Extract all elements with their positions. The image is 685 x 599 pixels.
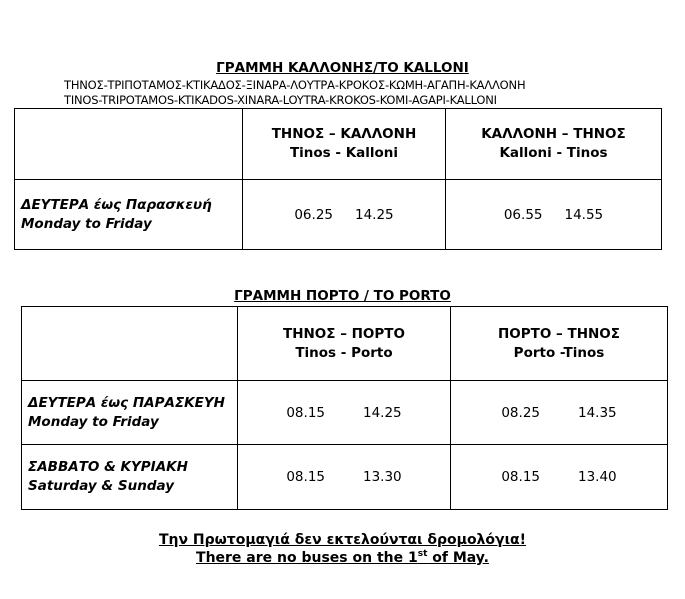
kalloni-header-empty bbox=[15, 109, 243, 180]
kalloni-back-times bbox=[446, 180, 662, 250]
kalloni-col1-english: Tinos - Kalloni bbox=[289, 145, 399, 161]
departure-time: 06.25 bbox=[294, 206, 333, 223]
departure-time: 08.25 bbox=[501, 404, 540, 421]
porto-back-times bbox=[451, 381, 668, 445]
departure-time: 06.55 bbox=[503, 206, 543, 223]
departure-time: 13.40 bbox=[578, 469, 617, 485]
porto-out-times bbox=[238, 381, 451, 445]
departure-time: 08.15 bbox=[501, 469, 540, 485]
porto-col2-greek: ΠΟΡΤΟ – ΤΗΝΟΣ bbox=[497, 325, 620, 342]
kalloni-col2-english: Kalloni - Tinos bbox=[499, 145, 608, 161]
porto-col1-greek: ΤΗΝΟΣ – ΠΟΡΤΟ bbox=[282, 325, 405, 342]
kalloni-out-times bbox=[243, 180, 446, 250]
porto-back-times bbox=[451, 445, 668, 510]
kalloni-header-row bbox=[15, 109, 662, 180]
table-row bbox=[22, 445, 668, 510]
table-row bbox=[22, 381, 668, 445]
kalloni-stops-greek: ΤΗΝΟΣ-ΤΡΙΠΟΤΑΜΟΣ-ΚΤΙΚΑΔΟΣ-ΞΙΝΑΡΑ-ΛΟΥΤΡΑ-ΚΡΟΚΟΣ-ΚΩΜΗ-ΑΓΑΠΗ-ΚΑΛΛΟΝΗ bbox=[64, 78, 526, 92]
table-row bbox=[15, 180, 662, 250]
notice-english-text: There are no buses on the 1 bbox=[196, 550, 418, 566]
departure-time: 08.15 bbox=[286, 469, 325, 485]
day-english: Saturday & Sunday bbox=[28, 478, 174, 494]
notice-greek: Την Πρωτομαγιά δεν εκτελούνται δρομολόγια! bbox=[158, 532, 527, 548]
departure-time: 14.25 bbox=[363, 404, 402, 421]
day-greek: ΔΕΥΤΕΡΑ έως Παρασκευή bbox=[21, 196, 212, 213]
day-greek: ΣΑΒΒΑΤΟ & ΚΥΡΙΑΚΗ bbox=[28, 459, 188, 475]
kalloni-stops-english: TINOS-TRIPOTAMOS-KTIKADOS-XINARA-LOYTRA-KROKOS-KOMI-AGAPI-KALLONI bbox=[64, 93, 497, 107]
porto-day-cell bbox=[22, 445, 238, 510]
kalloni-title: ΓΡΑΜΜΗ ΚΑΛΛΟΝΗΣ/ΤΟ KALLONI bbox=[216, 60, 469, 76]
kalloni-timetable bbox=[14, 108, 662, 250]
porto-out-times bbox=[238, 445, 451, 510]
notice-english-end: of May. bbox=[427, 550, 489, 566]
kalloni-col2-greek: ΚΑΛΛΟΝΗ – ΤΗΝΟΣ bbox=[481, 126, 626, 142]
departure-time: 14.25 bbox=[355, 206, 394, 223]
departure-time: 13.30 bbox=[363, 469, 402, 485]
porto-col-porto-tinos bbox=[451, 307, 668, 381]
day-greek: ΔΕΥΤΕΡΑ έως ΠΑΡΑΣΚΕΥΗ bbox=[28, 394, 225, 411]
notice-english-ordinal: st bbox=[417, 549, 428, 559]
porto-col2-english: Porto -Tinos bbox=[513, 344, 605, 361]
day-english: Monday to Friday bbox=[28, 413, 159, 430]
kalloni-col1-greek: ΤΗΝΟΣ – ΚΑΛΛΟΝΗ bbox=[271, 126, 417, 142]
kalloni-day-cell bbox=[15, 180, 243, 250]
porto-header-row bbox=[22, 307, 668, 381]
kalloni-col-kalloni-tinos bbox=[446, 109, 662, 180]
porto-title: ΓΡΑΜΜΗ ΠΟΡΤΟ / ΤΟ PORTO bbox=[234, 288, 451, 304]
departure-time: 14.55 bbox=[564, 206, 604, 223]
porto-timetable bbox=[21, 306, 668, 510]
porto-header-empty bbox=[22, 307, 238, 381]
departure-time: 08.15 bbox=[286, 404, 325, 421]
kalloni-col-tinos-kalloni bbox=[243, 109, 446, 180]
departure-time: 14.35 bbox=[578, 404, 617, 421]
day-english: Monday to Friday bbox=[21, 215, 152, 232]
porto-day-cell bbox=[22, 381, 238, 445]
porto-col-tinos-porto bbox=[238, 307, 451, 381]
notice-english bbox=[0, 549, 685, 567]
porto-col1-english: Tinos - Porto bbox=[295, 344, 393, 361]
